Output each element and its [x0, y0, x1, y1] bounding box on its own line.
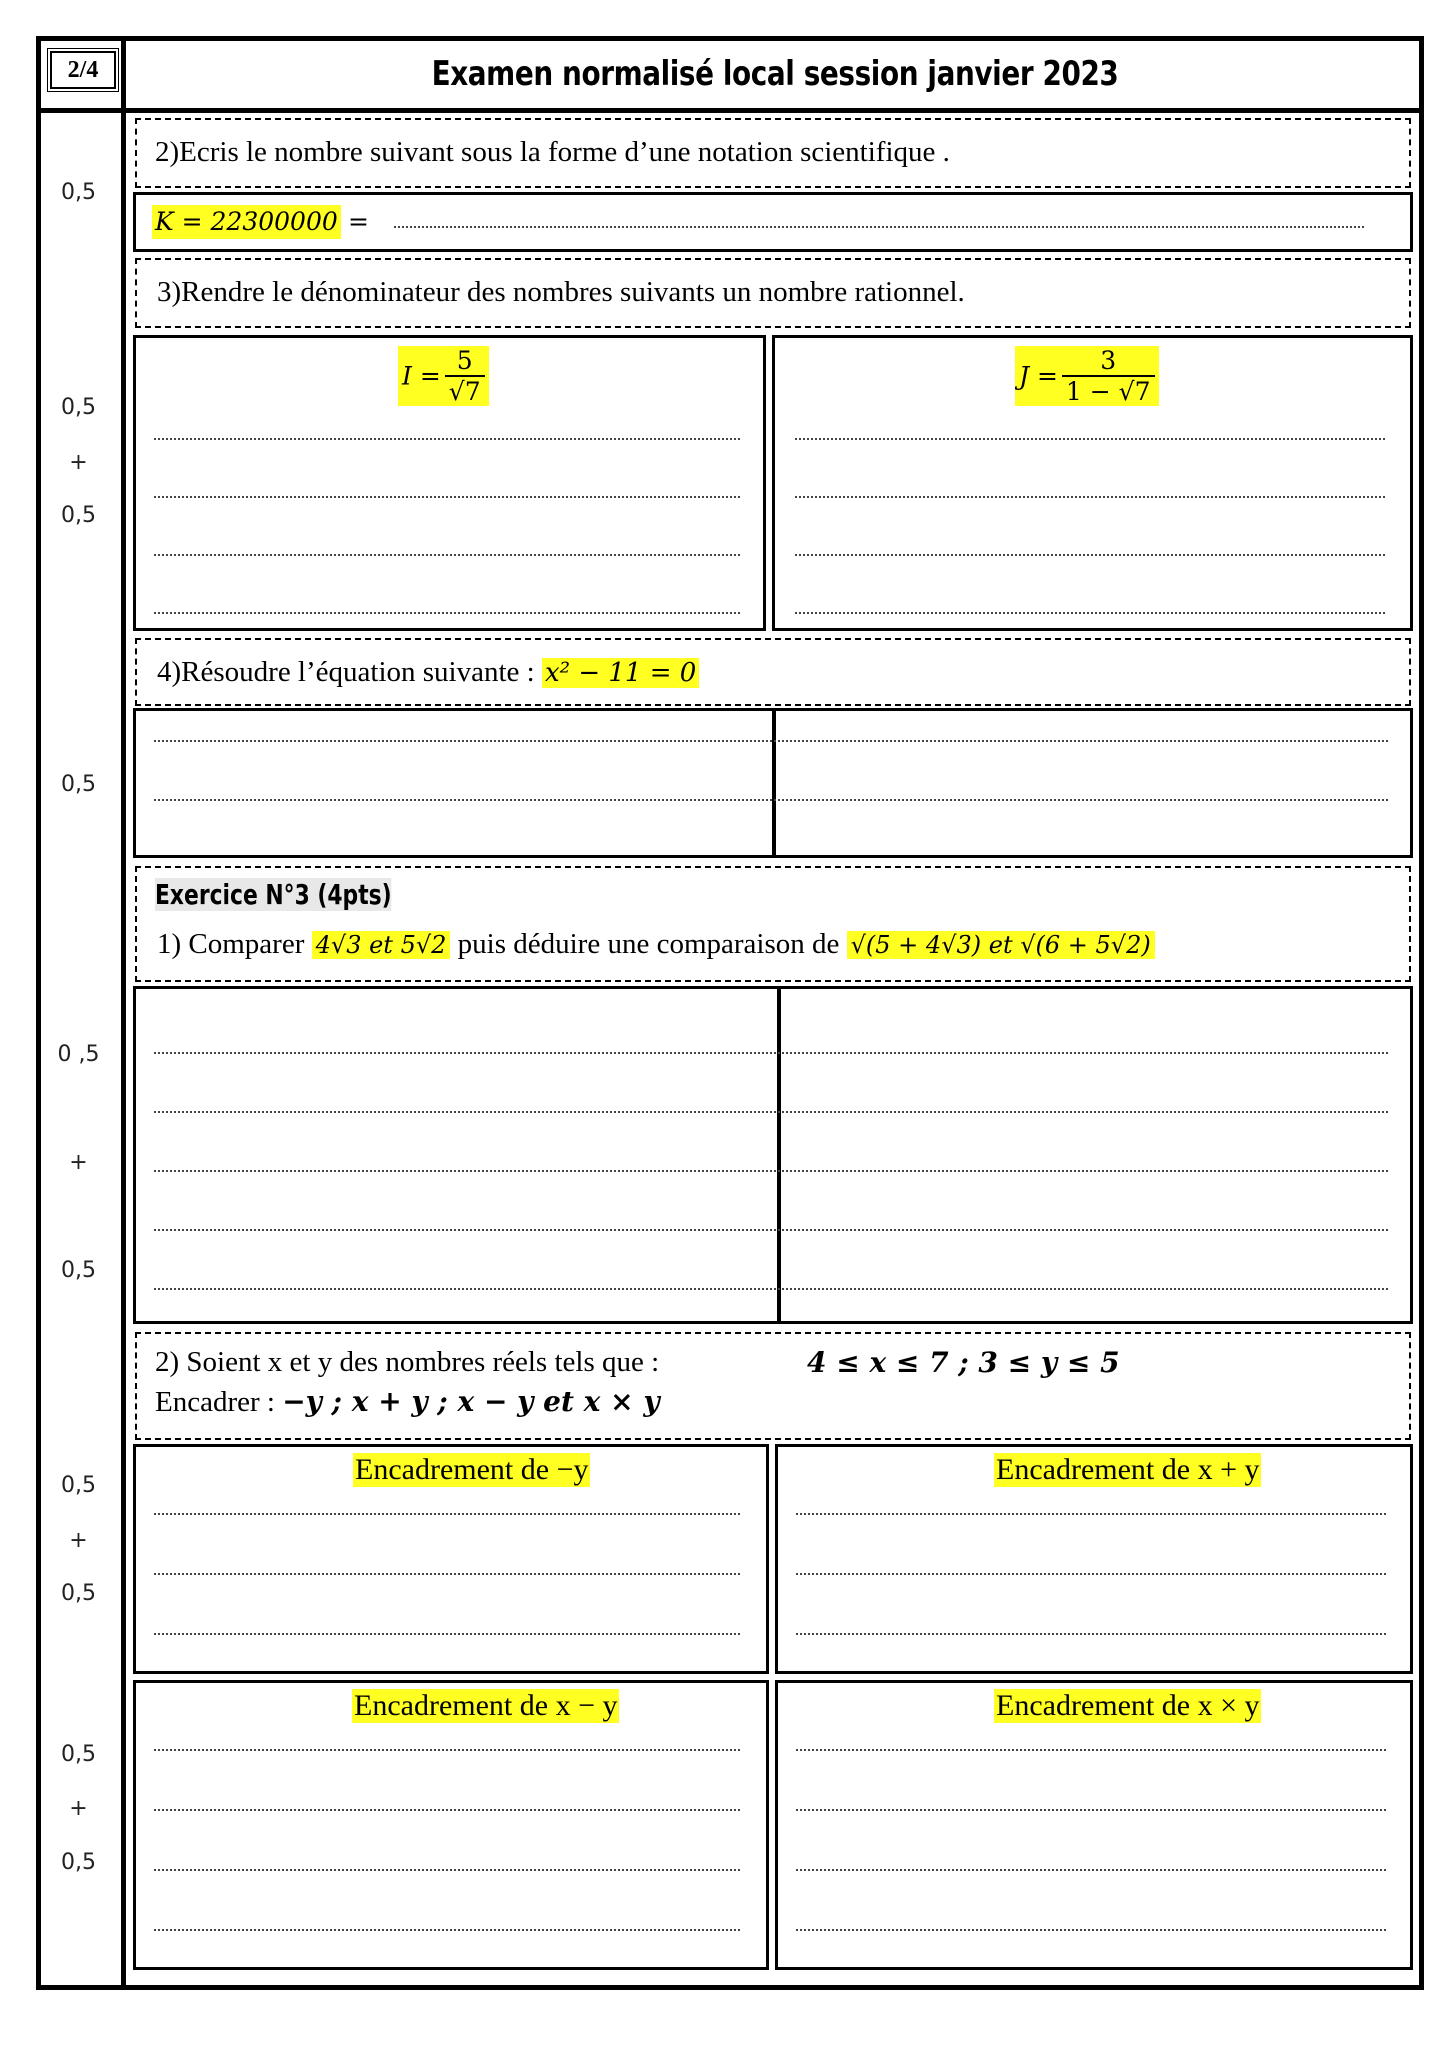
ex3-q2-encadrer: Encadrer : — [155, 1386, 283, 1418]
answer-line[interactable] — [796, 1513, 1386, 1515]
answer-line[interactable] — [154, 1170, 1388, 1172]
page-number: 2/4 — [50, 51, 116, 89]
mark-ex3-q1-plus: + — [69, 1150, 88, 1175]
q3-i-denominator: √7 — [448, 377, 481, 406]
header-divider — [36, 108, 1424, 113]
mark-ex3-q2-plus: + — [69, 1528, 88, 1553]
answer-line[interactable] — [796, 1929, 1386, 1931]
answer-line[interactable] — [154, 438, 740, 440]
answer-line[interactable] — [795, 438, 1385, 440]
mark-q3-a: 0,5 — [61, 395, 96, 420]
mark-q3-b: 0,5 — [61, 503, 96, 528]
q3-i-fraction — [445, 346, 485, 406]
ex3-q1-answer-box — [133, 986, 1413, 1324]
q3-left-box — [133, 335, 766, 631]
exam-title: Examen normalisé local session janvier 2023 — [431, 54, 1119, 94]
answer-line[interactable] — [394, 226, 1364, 228]
q3-i-numerator: 5 — [445, 346, 485, 377]
encadrement-box-x-minus-y — [133, 1680, 769, 1970]
q3-j-lhs: J = — [1019, 361, 1058, 391]
q4-prompt — [157, 654, 699, 691]
q2-prompt-box — [135, 118, 1411, 188]
answer-line[interactable] — [154, 496, 740, 498]
q2-answer-box — [133, 192, 1413, 252]
ex3-q1-prompt — [157, 926, 1155, 963]
q3-prompt: 3)Rendre le dénominateur des nombres suivants un nombre rationnel. — [157, 276, 965, 308]
answer-line[interactable] — [154, 1633, 740, 1635]
ex3-q2-line1: 2) Soient x et y des nombres réels tels que : — [155, 1346, 660, 1378]
answer-line[interactable] — [154, 554, 740, 556]
q3-right-box — [772, 335, 1413, 631]
ex3-heading-wrap — [155, 878, 458, 911]
ex3-heading: Exercice N°3 (4pts) — [155, 878, 392, 911]
q3-j-denominator: 1 − √7 — [1065, 377, 1151, 406]
answer-line[interactable] — [796, 1749, 1386, 1751]
encadrement-label-x-times-y: Encadrement de x × y — [996, 1689, 1260, 1722]
q4-answer-box — [133, 708, 1413, 858]
answer-line[interactable] — [796, 1809, 1386, 1811]
answer-line[interactable] — [154, 1809, 740, 1811]
answer-line[interactable] — [795, 554, 1385, 556]
q4-prompt-text: 4)Résoudre l’équation suivante : — [157, 656, 542, 688]
q4-equation: x² − 11 = 0 — [542, 658, 699, 688]
q3-prompt-box — [135, 258, 1411, 328]
margin-divider — [121, 36, 126, 1990]
q2-prompt: 2)Ecris le nombre suivant sous la forme d’une notation scientifique . — [155, 136, 950, 168]
answer-line[interactable] — [154, 799, 1388, 801]
ex3-q1-expr1: 4√3 et 5√2 — [312, 931, 451, 959]
mark-ex3-q2-b: 0,5 — [61, 1581, 96, 1606]
encadrement-label-minus-y: Encadrement de −y — [355, 1453, 589, 1486]
ex3-q2-line2 — [155, 1384, 660, 1420]
mark-ex3-q3-a: 0,5 — [61, 1742, 96, 1767]
answer-line[interactable] — [154, 1052, 1388, 1054]
answer-line[interactable] — [154, 1929, 740, 1931]
answer-line[interactable] — [795, 612, 1385, 614]
q3-i-expression — [398, 346, 489, 406]
answer-line[interactable] — [154, 1111, 1388, 1113]
ex3-q2-prompt-box — [135, 1332, 1411, 1440]
answer-line[interactable] — [154, 1573, 740, 1575]
mark-q2: 0,5 — [61, 180, 96, 205]
q2-expression: K = 22300000 — [152, 205, 341, 239]
answer-line[interactable] — [795, 496, 1385, 498]
ex3-q1-mid: puis déduire une comparaison de — [457, 928, 847, 960]
ex3-q1-split — [777, 989, 781, 1321]
mark-ex3-q1-b: 0,5 — [61, 1258, 96, 1283]
ex3-q1-prompt-box — [135, 866, 1411, 982]
answer-line[interactable] — [154, 1749, 740, 1751]
q3-i-lhs: I = — [402, 361, 441, 391]
mark-q4: 0,5 — [61, 772, 96, 797]
mark-q3-plus: + — [69, 450, 88, 475]
mark-ex3-q3-plus: + — [69, 1796, 88, 1821]
answer-line[interactable] — [796, 1869, 1386, 1871]
q3-j-fraction — [1062, 346, 1155, 406]
q3-j-expression — [1015, 346, 1159, 406]
ex3-q2-conditions: 4 ≤ x ≤ 7 ; 3 ≤ y ≤ 5 — [807, 1346, 1120, 1379]
answer-line[interactable] — [154, 1288, 1388, 1290]
answer-line[interactable] — [154, 612, 740, 614]
answer-line[interactable] — [154, 740, 1388, 742]
encadrement-label-x-minus-y: Encadrement de x − y — [354, 1689, 618, 1722]
mark-ex3-q1-a: 0 ,5 — [57, 1042, 100, 1067]
ex3-q1-prefix: 1) Comparer — [157, 928, 312, 960]
q4-split — [772, 711, 776, 855]
q2-equals: = — [348, 207, 369, 236]
ex3-q1-expr2: √(5 + 4√3) et √(6 + 5√2) — [847, 931, 1155, 959]
answer-line[interactable] — [154, 1513, 740, 1515]
answer-line[interactable] — [154, 1229, 1388, 1231]
q3-j-numerator: 3 — [1062, 346, 1155, 377]
answer-line[interactable] — [796, 1633, 1386, 1635]
encadrement-label-x-plus-y: Encadrement de x + y — [996, 1453, 1260, 1486]
answer-line[interactable] — [154, 1869, 740, 1871]
mark-ex3-q2-a: 0,5 — [61, 1473, 96, 1498]
q4-prompt-box — [135, 638, 1411, 706]
ex3-q2-expressions: −y ; x + y ; x − y et x × y — [282, 1385, 660, 1418]
mark-ex3-q3-b: 0,5 — [61, 1850, 96, 1875]
encadrement-box-x-times-y — [775, 1680, 1413, 1970]
encadrement-box-minus-y — [133, 1444, 769, 1674]
encadrement-box-x-plus-y — [775, 1444, 1413, 1674]
answer-line[interactable] — [796, 1573, 1386, 1575]
